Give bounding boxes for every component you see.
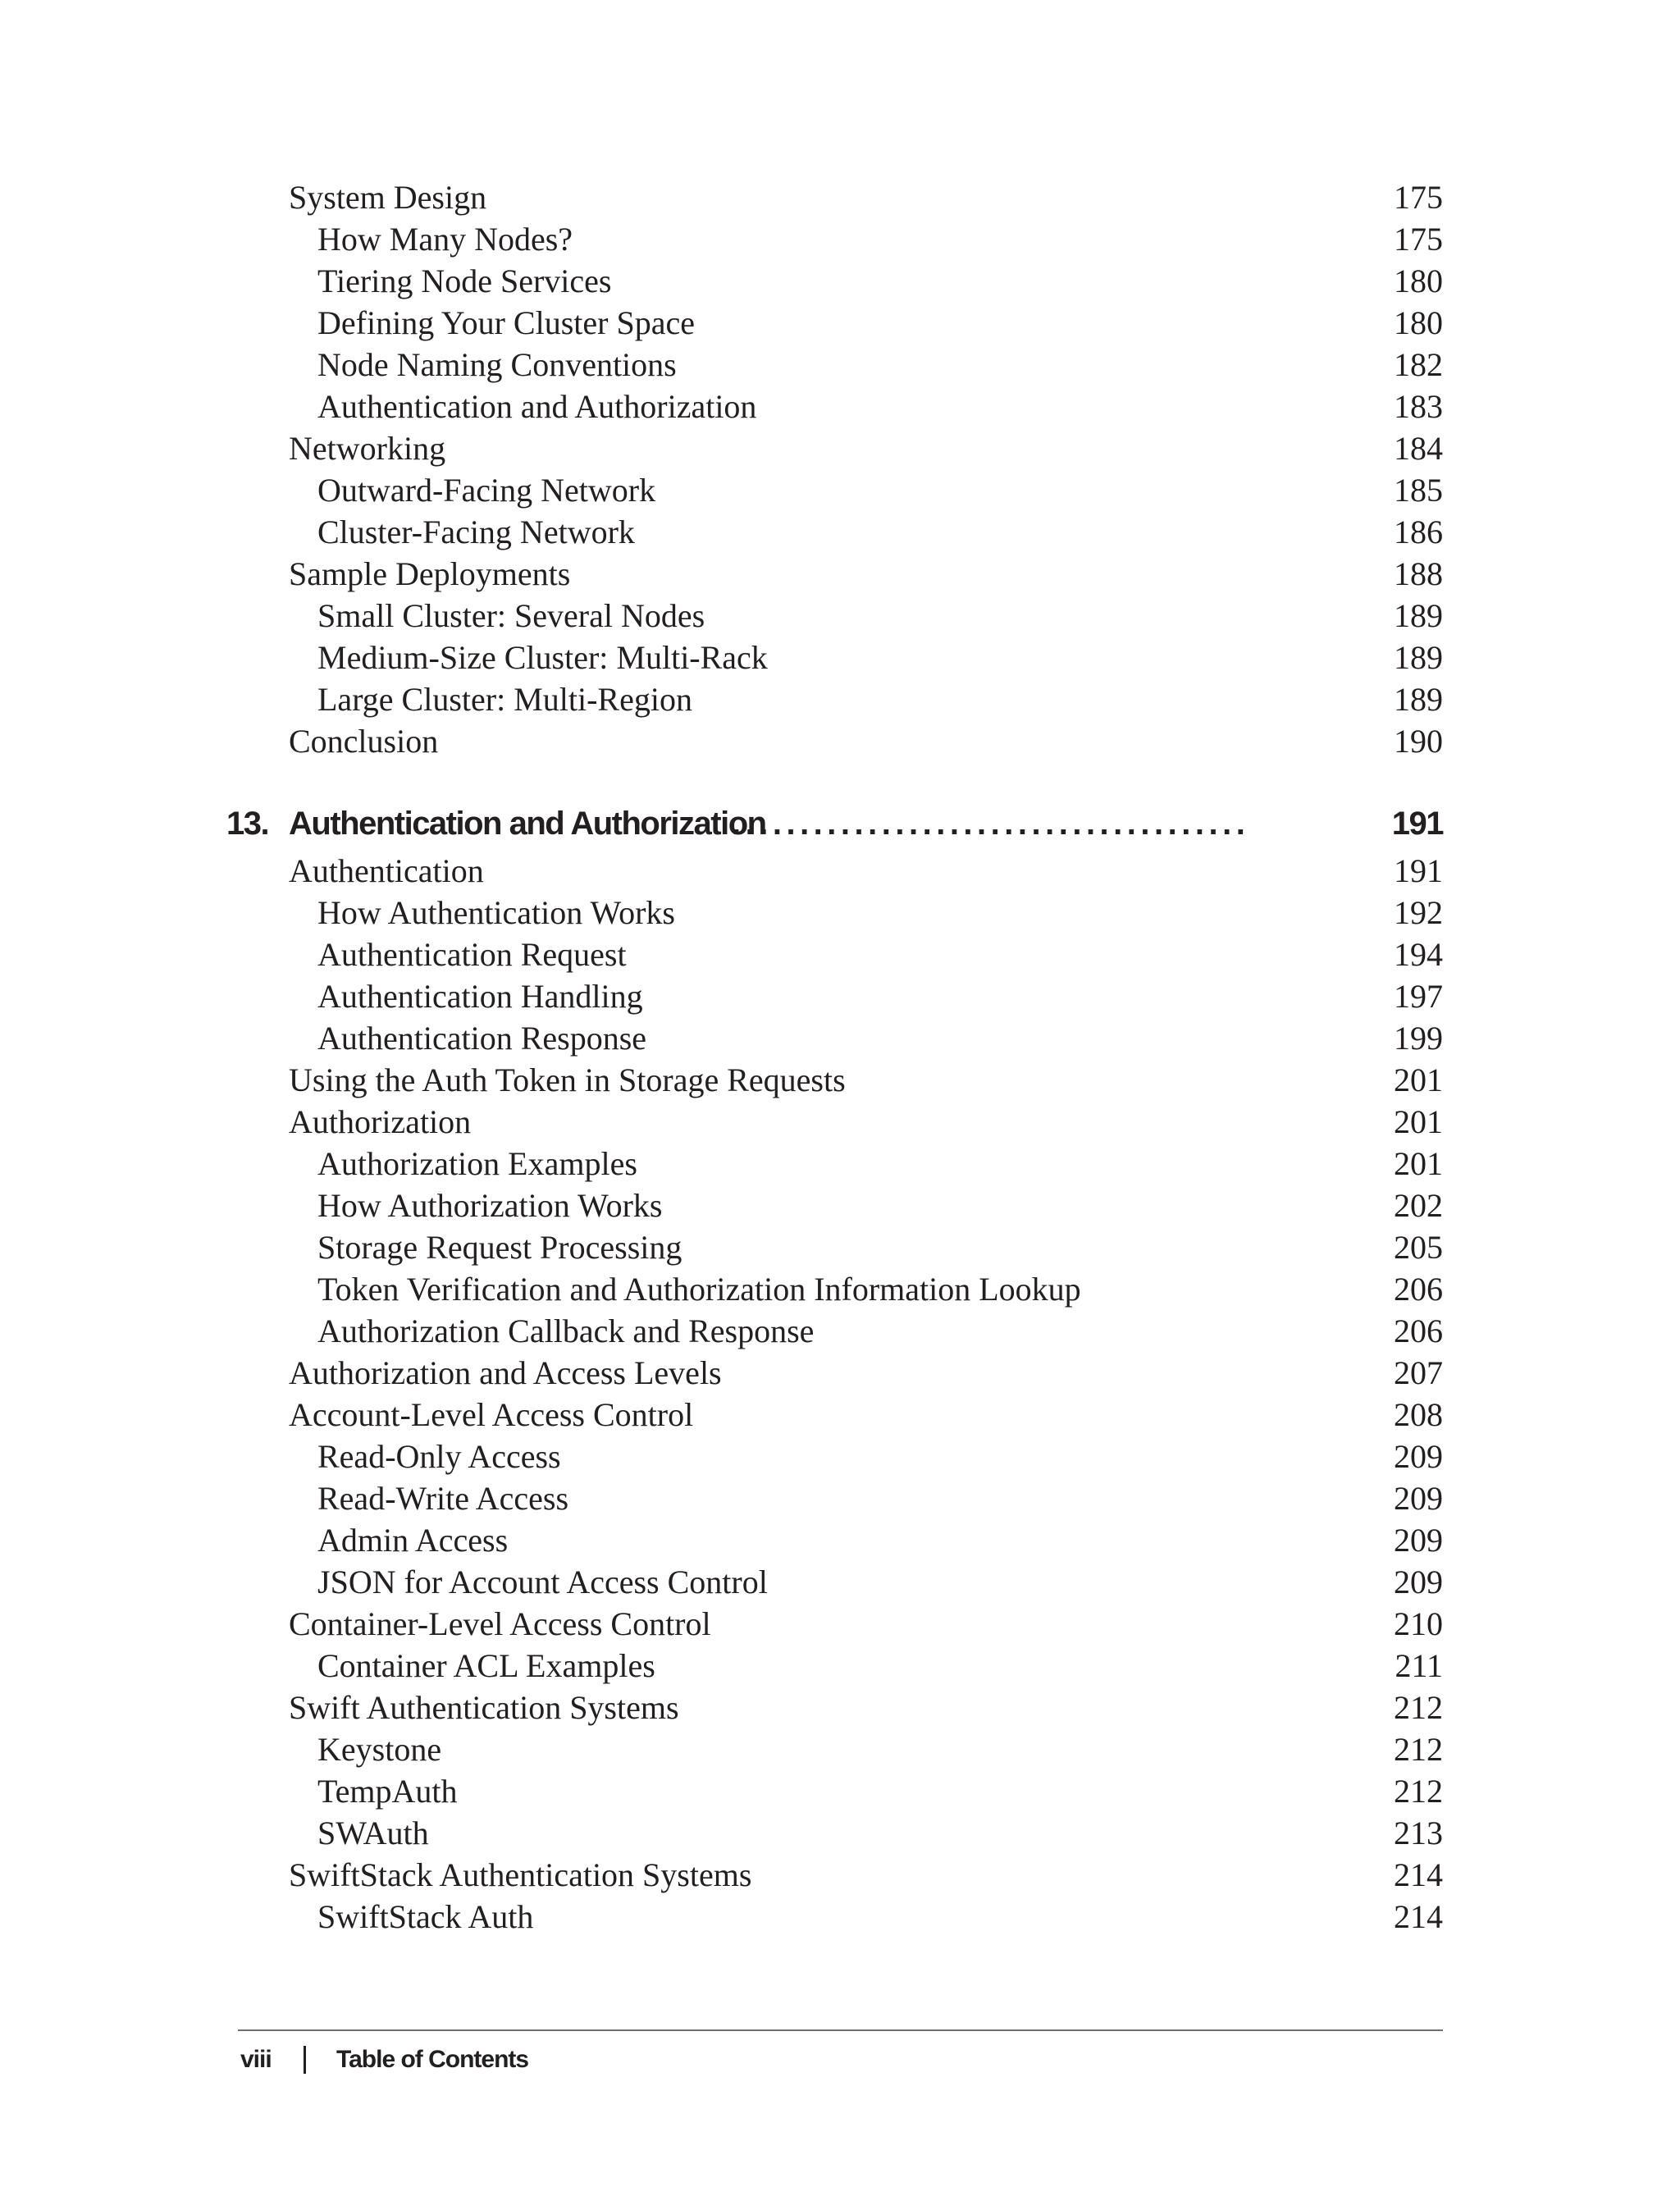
toc-entry-page: 189 bbox=[1394, 681, 1443, 718]
toc-entry-page: 209 bbox=[1394, 1480, 1443, 1517]
toc-entry-page: 175 bbox=[1394, 179, 1443, 216]
toc-entry-page: 210 bbox=[1394, 1605, 1443, 1642]
toc-entry bbox=[0, 302, 1680, 344]
toc-entry-title: Authorization bbox=[289, 1103, 472, 1140]
toc-entry-title: Authorization Callback and Response bbox=[317, 1312, 815, 1349]
toc-entry-title: How Authorization Works bbox=[317, 1187, 663, 1224]
toc-entry-page: 214 bbox=[1394, 1856, 1443, 1893]
toc-entry bbox=[0, 975, 1680, 1017]
toc-entry-page: 209 bbox=[1394, 1522, 1443, 1559]
toc-entry-page: 185 bbox=[1394, 472, 1443, 509]
toc-entry-title: Keystone bbox=[317, 1731, 442, 1768]
toc-entry bbox=[0, 1394, 1680, 1436]
toc-entry-title: Networking bbox=[289, 430, 446, 467]
toc-entry bbox=[0, 427, 1680, 469]
toc-entry bbox=[0, 1519, 1680, 1561]
toc-entry bbox=[0, 553, 1680, 595]
toc-entry-page: 211 bbox=[1395, 1647, 1443, 1684]
toc-entry-page: 182 bbox=[1394, 346, 1443, 383]
toc-entry-page: 205 bbox=[1394, 1229, 1443, 1266]
toc-entry-title: Sample Deployments bbox=[289, 555, 571, 592]
toc-entry-title: Container-Level Access Control bbox=[289, 1605, 711, 1642]
toc-entry-page: 212 bbox=[1394, 1689, 1443, 1726]
toc-entry-page: 194 bbox=[1394, 936, 1443, 973]
toc-entry-title: Defining Your Cluster Space bbox=[317, 304, 695, 341]
toc-entry bbox=[0, 1645, 1680, 1687]
toc-entry bbox=[0, 1603, 1680, 1645]
footer-separator bbox=[304, 2046, 306, 2074]
toc-entry-page: 201 bbox=[1394, 1103, 1443, 1140]
toc-entry-title: SWAuth bbox=[317, 1815, 429, 1851]
toc-entry-page: 189 bbox=[1394, 597, 1443, 634]
toc-entry-page: 212 bbox=[1394, 1773, 1443, 1810]
toc-entry bbox=[0, 637, 1680, 678]
toc-entry-page: 214 bbox=[1394, 1898, 1443, 1935]
toc-entry-title: How Authentication Works bbox=[317, 894, 675, 931]
toc-entry-title: Container ACL Examples bbox=[317, 1647, 655, 1684]
footer-rule bbox=[238, 2029, 1443, 2031]
toc-entry bbox=[0, 1477, 1680, 1519]
toc-entry bbox=[0, 1101, 1680, 1143]
toc-entry-page: 201 bbox=[1394, 1061, 1443, 1098]
toc-entry-page: 209 bbox=[1394, 1564, 1443, 1600]
toc-entry-page: 175 bbox=[1394, 221, 1443, 258]
toc-entry bbox=[0, 850, 1680, 892]
toc-entry-page: 191 bbox=[1394, 852, 1443, 889]
toc-entry bbox=[0, 1226, 1680, 1268]
toc-entry bbox=[0, 1854, 1680, 1896]
toc-entry bbox=[0, 595, 1680, 637]
toc-entry bbox=[0, 892, 1680, 934]
toc-entry-title: TempAuth bbox=[317, 1773, 458, 1810]
toc-entry-title: Authentication Request bbox=[317, 936, 627, 973]
toc-entry-title: Large Cluster: Multi-Region bbox=[317, 681, 692, 718]
toc-entry-page: 206 bbox=[1394, 1312, 1443, 1349]
toc-entry-page: 201 bbox=[1394, 1145, 1443, 1182]
toc-entry bbox=[0, 469, 1680, 511]
toc-entry bbox=[0, 1352, 1680, 1394]
toc-entry bbox=[0, 1770, 1680, 1812]
toc-entry-page: 197 bbox=[1394, 978, 1443, 1015]
toc-entry-title: Conclusion bbox=[289, 723, 439, 760]
toc-entry-page: 199 bbox=[1394, 1020, 1443, 1057]
toc-entry bbox=[0, 934, 1680, 975]
footer-section-title: Table of Contents bbox=[336, 2046, 529, 2073]
toc-entry bbox=[0, 1436, 1680, 1477]
toc-entry-title: Admin Access bbox=[317, 1522, 509, 1559]
toc-entry bbox=[0, 1017, 1680, 1059]
toc-entry-title: Cluster-Facing Network bbox=[317, 514, 635, 550]
toc-entry bbox=[0, 1812, 1680, 1854]
toc-entry-page: 207 bbox=[1394, 1354, 1443, 1391]
toc-entry-title: Swift Authentication Systems bbox=[289, 1689, 679, 1726]
toc-entry bbox=[0, 386, 1680, 427]
toc-entry-page: 213 bbox=[1394, 1815, 1443, 1851]
toc-entry bbox=[0, 1728, 1680, 1770]
toc-entry-page: 186 bbox=[1394, 514, 1443, 550]
toc-entry-title: Read-Write Access bbox=[317, 1480, 569, 1517]
toc-entry bbox=[0, 1687, 1680, 1728]
toc-entry bbox=[0, 344, 1680, 386]
chapter-title: Authentication and Authorization bbox=[289, 806, 766, 842]
toc-entry bbox=[0, 720, 1680, 762]
toc-entry-page: 180 bbox=[1394, 304, 1443, 341]
toc-entry-title: Node Naming Conventions bbox=[317, 346, 677, 383]
toc-entry bbox=[0, 678, 1680, 720]
toc-entry-page: 190 bbox=[1394, 723, 1443, 760]
footer-page-number: viii bbox=[240, 2046, 272, 2073]
toc-entry bbox=[0, 511, 1680, 553]
toc-entry-page: 189 bbox=[1394, 639, 1443, 676]
toc-entry-title: Account-Level Access Control bbox=[289, 1396, 694, 1433]
toc-entry-page: 183 bbox=[1394, 388, 1443, 425]
toc-entry-title: Authorization and Access Levels bbox=[289, 1354, 722, 1391]
toc-entry-title: How Many Nodes? bbox=[317, 221, 573, 258]
toc-entry-page: 184 bbox=[1394, 430, 1443, 467]
toc-entry bbox=[0, 176, 1680, 218]
toc-entry-title: SwiftStack Auth bbox=[317, 1898, 534, 1935]
toc-entry bbox=[0, 1143, 1680, 1185]
toc-entry-title: Tiering Node Services bbox=[317, 262, 612, 299]
toc-entry-page: 208 bbox=[1394, 1396, 1443, 1433]
toc-entry-page: 188 bbox=[1394, 555, 1443, 592]
toc-entry-page: 212 bbox=[1394, 1731, 1443, 1768]
toc-entry bbox=[0, 1059, 1680, 1101]
toc-entry bbox=[0, 1896, 1680, 1938]
toc-entry-title: Outward-Facing Network bbox=[317, 472, 656, 509]
chapter-heading bbox=[0, 801, 1680, 847]
toc-entry bbox=[0, 1185, 1680, 1226]
toc-entry bbox=[0, 218, 1680, 260]
toc-entry-title: Authentication bbox=[289, 852, 484, 889]
toc-entry bbox=[0, 1268, 1680, 1310]
toc-entry-title: Using the Auth Token in Storage Requests bbox=[289, 1061, 846, 1098]
toc-entry-title: Read-Only Access bbox=[317, 1438, 561, 1475]
toc-entry-page: 202 bbox=[1394, 1187, 1443, 1224]
toc-entry-title: Authorization Examples bbox=[317, 1145, 637, 1182]
toc-entry-title: Authentication Handling bbox=[317, 978, 643, 1015]
page-footer bbox=[0, 2041, 1680, 2079]
toc-entry-title: Authentication Response bbox=[317, 1020, 647, 1057]
toc-entry-title: Medium-Size Cluster: Multi-Rack bbox=[317, 639, 768, 676]
toc-entry-title: System Design bbox=[289, 179, 487, 216]
toc-entry-page: 192 bbox=[1394, 894, 1443, 931]
toc-entry-title: SwiftStack Authentication Systems bbox=[289, 1856, 752, 1893]
toc-entry bbox=[0, 1310, 1680, 1352]
toc-entry-title: JSON for Account Access Control bbox=[317, 1564, 768, 1600]
chapter-dot-leader: ...................................... bbox=[732, 806, 1250, 842]
toc-entry-title: Authentication and Authorization bbox=[317, 388, 757, 425]
toc-entry-page: 209 bbox=[1394, 1438, 1443, 1475]
toc-entry bbox=[0, 1561, 1680, 1603]
toc-entry-page: 180 bbox=[1394, 262, 1443, 299]
chapter-page-number: 191 bbox=[1391, 806, 1443, 842]
toc-entry-title: Small Cluster: Several Nodes bbox=[317, 597, 705, 634]
toc-entry-title: Token Verification and Authorization Information Lookup bbox=[317, 1271, 1081, 1308]
toc-entry-page: 206 bbox=[1394, 1271, 1443, 1308]
toc-entry bbox=[0, 260, 1680, 302]
toc-entry-title: Storage Request Processing bbox=[317, 1229, 682, 1266]
chapter-number: 13. bbox=[226, 806, 269, 842]
